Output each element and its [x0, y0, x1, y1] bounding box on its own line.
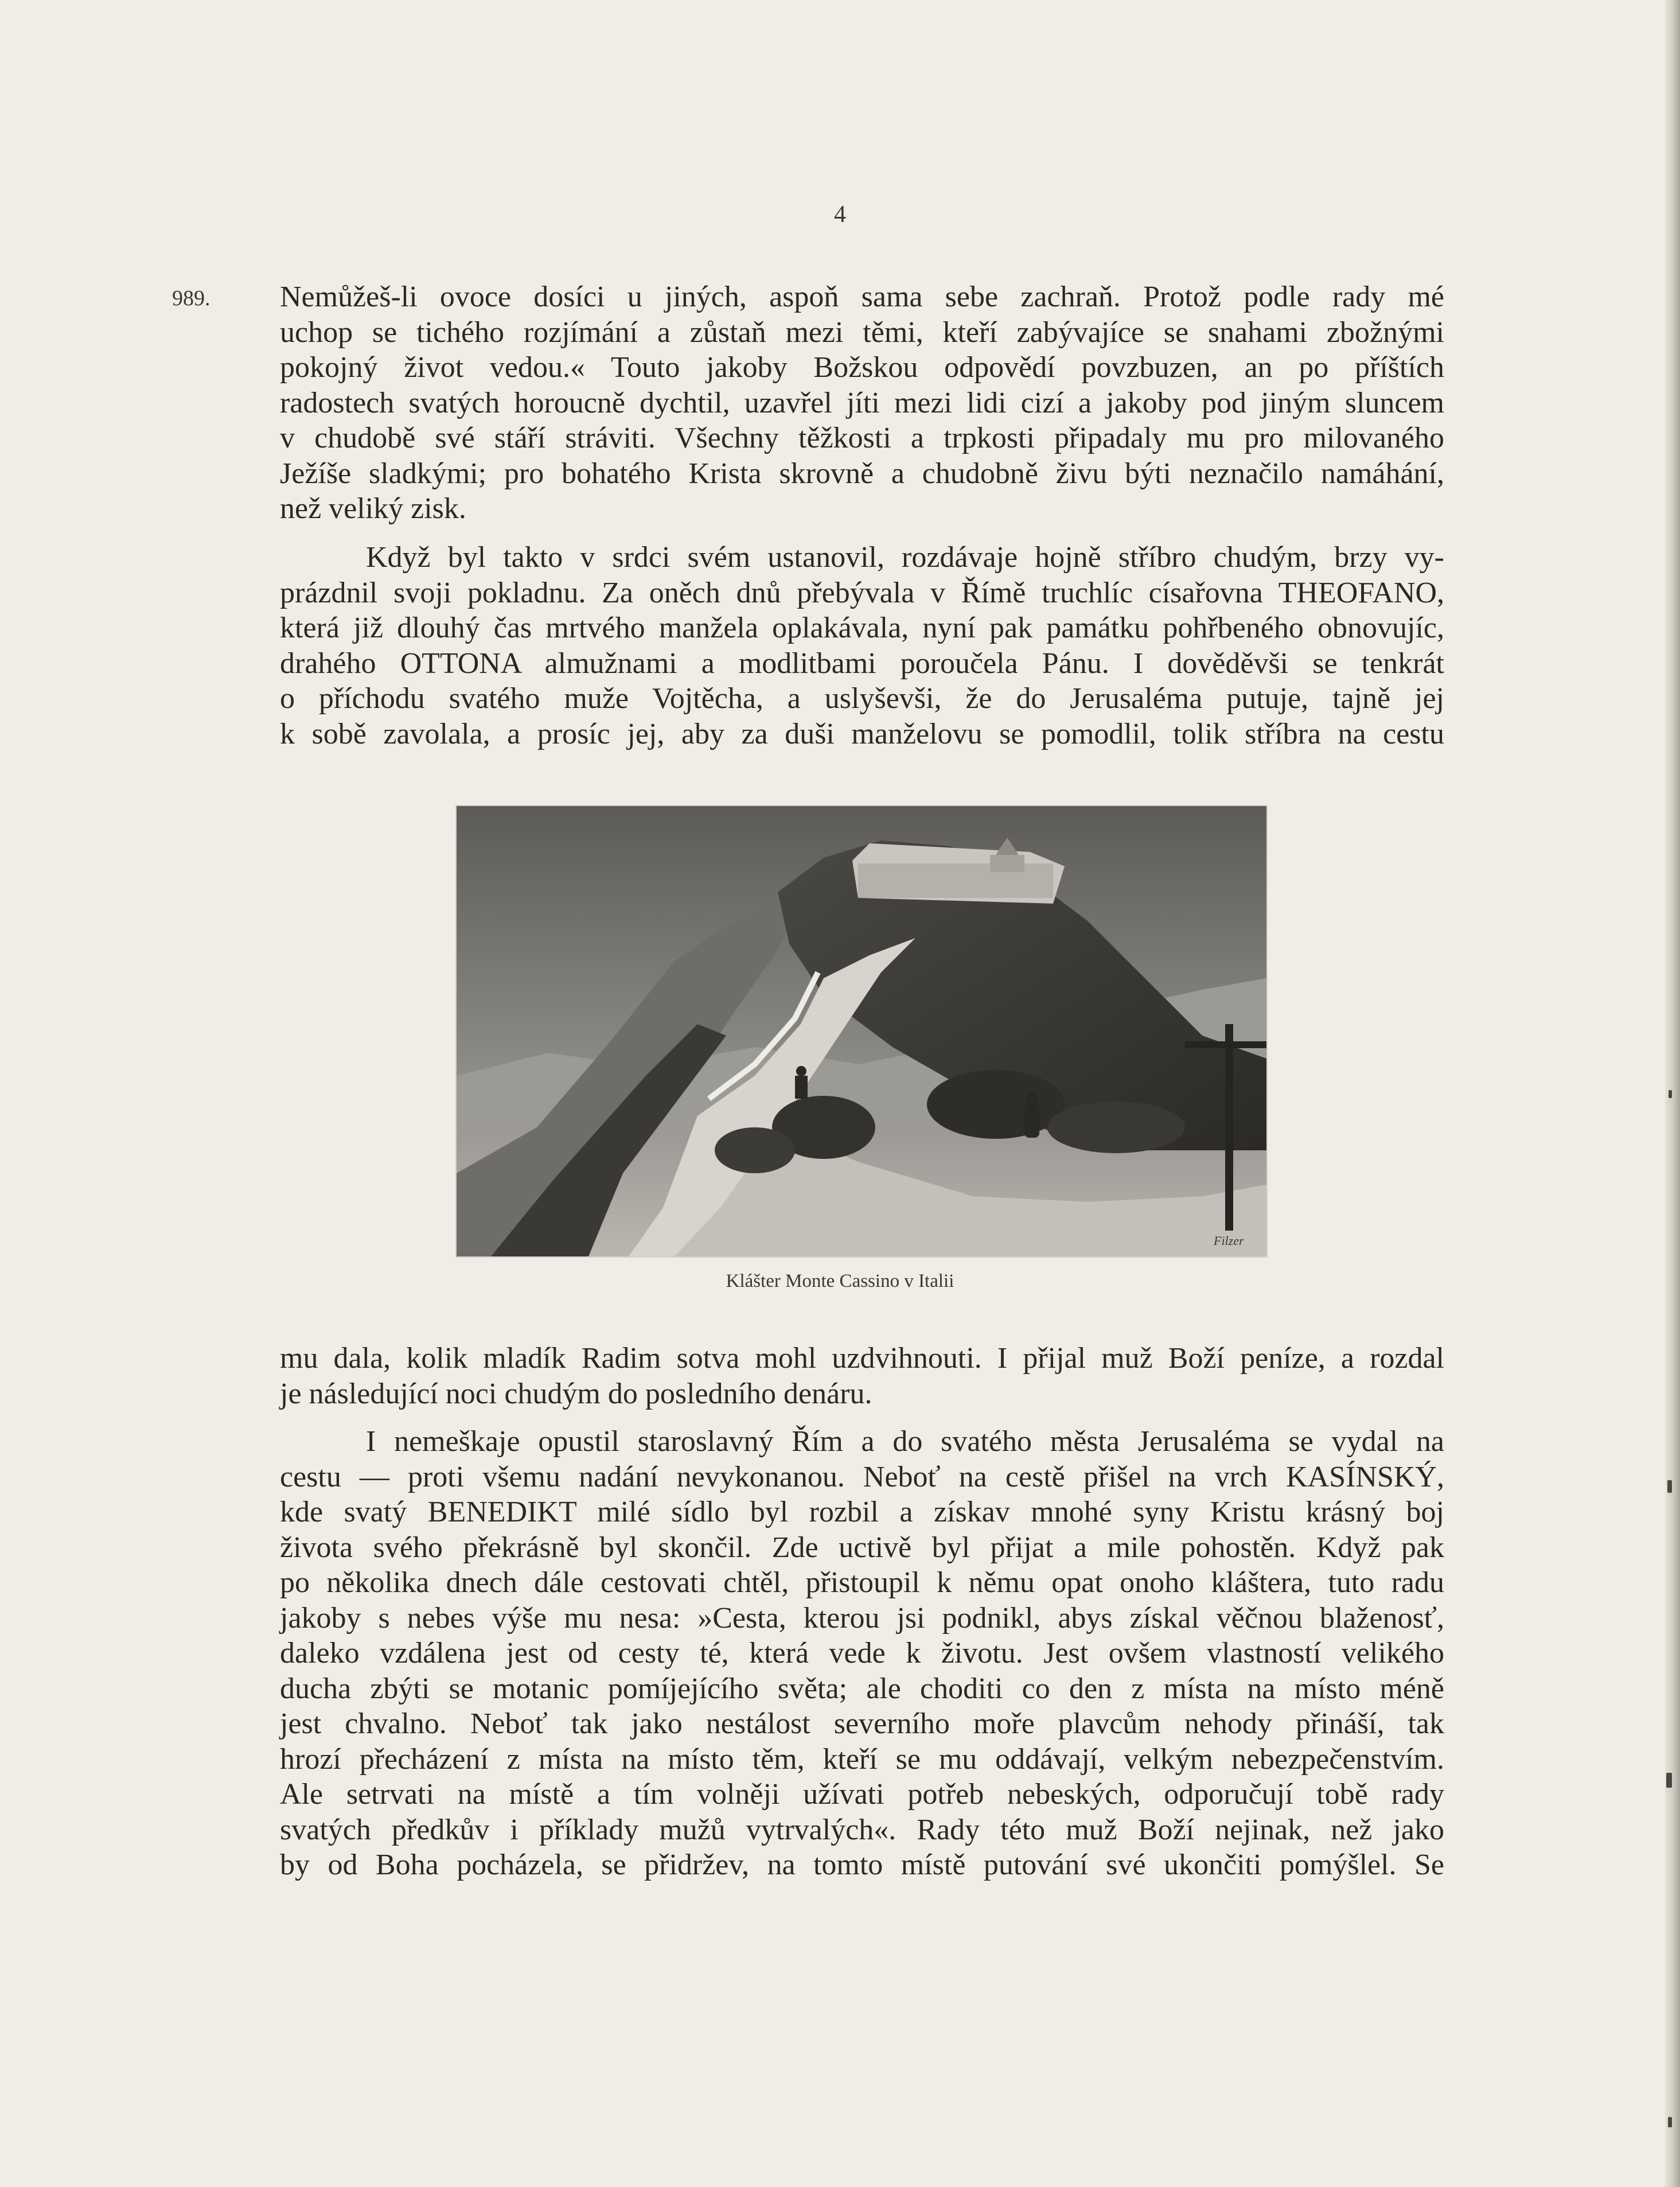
text-line: ducha zbýti se motanic pomíjejícího světa; ale choditi co den z místa na místo méně [280, 1672, 1444, 1705]
text-line: prázdnil svoji pokladnu. Za oněch dnů přebývala v Římě truchlíc císařovna THEOFANO, [280, 576, 1444, 609]
text-line: I nemeškaje opustil staroslavný Řím a do svatého města Jerusaléma se vydal na [366, 1425, 1444, 1458]
paragraph-3 [280, 1341, 1444, 1411]
engraver-signature: Filzer [1214, 1233, 1244, 1248]
text-line: daleko vzdálena jest od cesty té, která vede k životu. Jest ovšem vlastností velikého [280, 1637, 1444, 1670]
edge-mark [1667, 1480, 1672, 1493]
edge-mark [1668, 2117, 1672, 2127]
paragraph-2 [280, 540, 1444, 752]
margin-year-note: 989. [172, 286, 211, 310]
engraving-svg [457, 806, 1266, 1256]
text-line: jakoby s nebes výše mu nesa: »Cesta, kterou jsi podnikl, abys získal věčnou blaženosť, [280, 1601, 1444, 1635]
text-line: o příchodu svatého muže Vojtěcha, a uslyševši, že do Jerusaléma putuje, tajně jej [280, 682, 1444, 715]
text-line: života svého překrásně byl skončil. Zde uctivě byl přijat a mile pohostěn. Když pak [280, 1531, 1444, 1564]
text-line: svatých předkův i příklady mužů vytrvalých«. Rady této muž Boží nejinak, než jako [280, 1813, 1444, 1846]
text-line: drahého OTTONA almužnami a modlitbami poroučela Pánu. I dověděvši se tenkrát [280, 647, 1444, 680]
text-line: cestu — proti všemu nadání nevykonanou. Neboť na cestě přišel na vrch KASÍNSKÝ, [280, 1460, 1444, 1493]
text-line: uchop se tichého rozjímání a zůstaň mezi těmi, kteří zabývajíce se snahami zbožnými [280, 316, 1444, 349]
text-line: která již dlouhý čas mrtvého manžela oplakávala, nyní pak památku pohřbeného obnovujíc, [280, 612, 1444, 644]
text-line: Nemůžeš-li ovoce dosíci u jiných, aspoň sama sebe zachraň. Protož podle rady mé [280, 281, 1444, 313]
text-line: by od Boha pocházela, se přidržev, na tomto místě putování své ukončiti pomýšlel. Se [280, 1849, 1444, 1881]
text-line: pokojný život vedou.« Touto jakoby Božskou odpovědí povzbuzen, an po příštích [280, 351, 1444, 384]
monastery-illustration [457, 806, 1266, 1256]
text-line: radostech svatých horoucně dychtil, uzavřel jíti mezi lidi cizí a jakoby pod jiným sluncem [280, 386, 1444, 419]
edge-mark [1666, 1773, 1672, 1788]
text-line: v chudobě své stáří stráviti. Všechny těžkosti a trpkosti připadaly mu pro milovaného [280, 422, 1444, 454]
text-line: než veliký zisk. [280, 492, 466, 525]
text-line: Ježíše sladkými; pro bohatého Krista skrovně a chudobně živu býti neznačilo namáhání, [280, 457, 1444, 490]
figure-caption: Klášter Monte Cassino v Italii [726, 1271, 954, 1291]
edge-mark [1669, 1090, 1672, 1098]
text-line: kde svatý BENEDIKT milé sídlo byl rozbil a získav mnohé syny Kristu krásný boj [280, 1496, 1444, 1528]
text-line: k sobě zavolala, a prosíc jej, aby za duši manželovu se pomodlil, tolik stříbra na cestu [280, 717, 1444, 750]
text-line: Když byl takto v srdci svém ustanovil, rozdávaje hojně stříbro chudým, brzy vy- [366, 541, 1444, 574]
bush [715, 1127, 795, 1173]
text-line: je následující noci chudým do posledního denáru. [280, 1377, 872, 1410]
text-line: Ale setrvati na místě a tím volněji užívati potřeb nebeských, odporučují tobě rady [280, 1778, 1444, 1811]
text-line: jest chvalno. Neboť tak jako nestálost severního moře plavcům nehody přináší, tak [280, 1707, 1444, 1740]
text-line: hrozí přecházení z místa na místo těm, kteří se mu oddávají, velkým nebezpečenstvím. [280, 1742, 1444, 1776]
paragraph-1 [280, 279, 1444, 527]
paragraph-4 [280, 1424, 1444, 1883]
bush [927, 1070, 1065, 1139]
bush [1047, 1102, 1185, 1153]
page-number: 4 [834, 201, 846, 228]
text-line: mu dala, kolik mladík Radim sotva mohl uzdvihnouti. I přijal muž Boží peníze, a rozdal [280, 1342, 1444, 1375]
page-edge [1665, 0, 1680, 2187]
text-line: po několika dnech dále cestovati chtěl, přistoupil k němu opat onoho kláštera, tuto radu [280, 1566, 1444, 1599]
